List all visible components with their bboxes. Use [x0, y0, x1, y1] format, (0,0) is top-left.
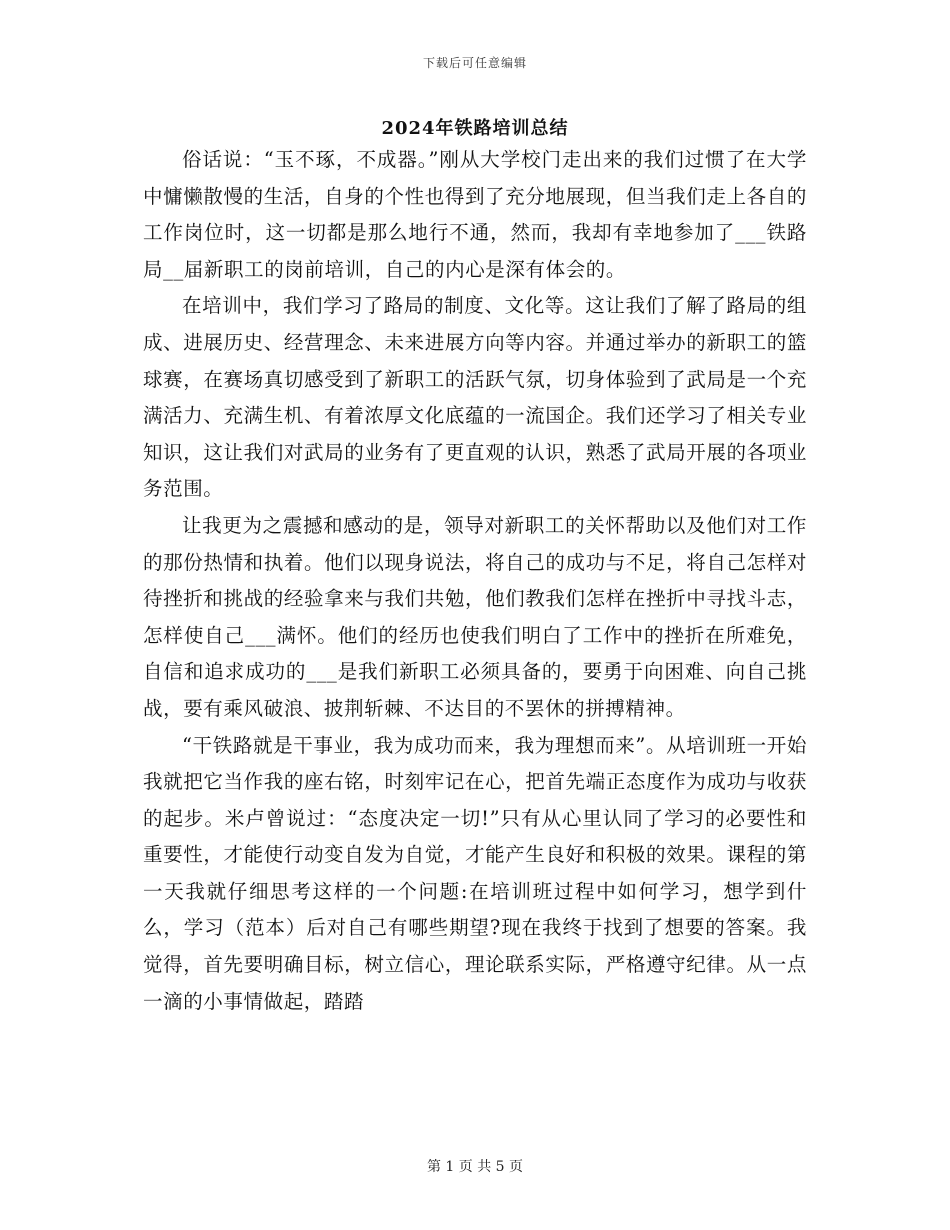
paragraph: “干铁路就是干事业，我为成功而来，我为理想而来”。从培训班一开始我就把它当作我的座右铭，时刻牢记在心，把首先端正态度作为成功与收获的起步。米卢曾说过：“态度决定一切!”只有从心里认同了学习的必要性和重要性，才能使行动变自发为自觉，才能产生良好和积极的效果。课程的第一天我就仔细思考这样的一个问题:在培训班过程中如何学习，想学到什么，学习（范本）后对自己有哪些期望?现在我终于找到了想要的答案。我觉得，首先要明确目标，树立信心，理论联系实际，严格遵守纪律。从一点一滴的小事情做起，踏踏 [143, 733, 807, 1013]
page-header: 下载后可任意编辑 [422, 56, 527, 70]
paragraph: 在培训中，我们学习了路局的制度、文化等。这让我们了解了路局的组成、进展历史、经营理念、未来进展方向等内容。并通过举办的新职工的篮球赛，在赛场真切感受到了新职工的活跃气氛，切身体验到了武局是一个充满活力、充满生机、有着浓厚文化底蕴的一流国企。我们还学习了相关专业知识，这让我们对武局的业务有了更直观的认识，熟悉了武局开展的各项业务范围。 [143, 294, 807, 501]
document-title: 2024年铁路培训总结 [381, 118, 569, 139]
paragraph: 俗话说：“玉不琢，不成器。”刚从大学校门走出来的我们过惯了在大学中慵懒散慢的生活，自身的个性也得到了充分地展现，但当我们走上各自的工作岗位时，这一切都是那么地行不通，然而，我却有幸地参加了___铁路局__届新职工的岗前培训，自己的内心是深有体会的。 [143, 148, 807, 281]
page-footer: 第 1 页 共 5 页 [426, 1159, 524, 1175]
paragraph: 让我更为之震撼和感动的是，领导对新职工的关怀帮助以及他们对工作的那份热情和执着。他们以现身说法，将自己的成功与不足，将自己怎样对待挫折和挑战的经验拿来与我们共勉，他们教我们怎样在挫折中寻找斗志，怎样使自己___满怀。他们的经历也使我们明白了工作中的挫折在所难免，自信和追求成功的___是我们新职工必须具备的，要勇于向困难、向自己挑战，要有乘风破浪、披荆斩棘、不达目的不罢休的拼搏精神。 [143, 513, 807, 720]
document-body [143, 142, 807, 1020]
